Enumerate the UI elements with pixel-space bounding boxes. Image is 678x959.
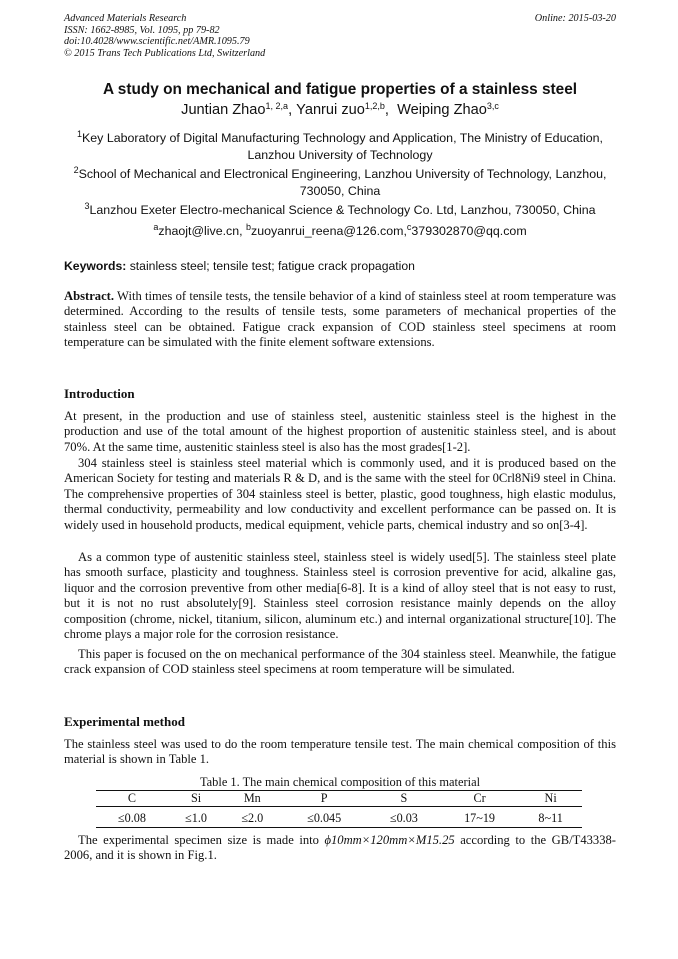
table-caption: Table 1. The main chemical composition of this material — [199, 775, 481, 789]
table-header-cell: Si — [168, 791, 224, 807]
specimen-dimension: ϕ10mm×120mm×M15.25 — [324, 833, 455, 847]
table-header-cell: Cr — [440, 791, 519, 807]
email-mark: c — [406, 222, 412, 233]
paper-title: A study on mechanical and fatigue properties of a stainless steel — [102, 81, 578, 98]
author-list: Juntian Zhao$^{1, 2,a}$, Yanrui zuo$^{1,2,b}$, Weiping Zhao$^{3,c}$ — [181, 101, 499, 118]
author-name: Yanrui zuo — [296, 102, 365, 118]
table-cell: ≤0.03 — [368, 807, 440, 828]
affiliation-3 — [64, 202, 616, 219]
keywords — [64, 258, 616, 274]
abstract — [64, 289, 616, 351]
doi-line: doi:10.4028/www.scientific.net/AMR.1095.79 — [64, 36, 250, 48]
table-cell: ≤0.08 — [96, 807, 168, 828]
specimen-text: according to the GB/T43338-2006, and it is shown in Fig.1. — [64, 833, 616, 863]
author-affiliation-mark: 3,c — [486, 101, 499, 112]
composition-table — [96, 790, 582, 828]
author-affiliation-mark: 1,2,b — [364, 101, 385, 112]
abstract-label: Abstract. — [64, 289, 115, 303]
affiliation-text: Key Laboratory of Digital Manufacturing Technology and Application, The Ministry of Education, Lanzhou University of Technology — [82, 131, 603, 162]
email-mark: b — [246, 222, 252, 233]
email-mark: a — [153, 222, 159, 233]
table-cell: ≤1.0 — [168, 807, 224, 828]
body-paragraph: As a common type of austenitic stainless steel, stainless steel is widely used[5]. The stainless steel plate has smooth surface, plasticity and toughness. Stainless steel is corrosion preventive for acid, alkaline gas, liquor and the corrosion preventive from other media[6-8]. It is a kind of alloy steel that is not easy to rust, but it is not no rust absolutely[9]. Stainless steel corrosion resistance mainly depends on the alloy composition (chrome, nickel, titanium, silicon, aluminum etc.) and internal organizational structure[10]. The chrome plays a major role for the corrosion resistance. — [64, 550, 616, 642]
body-paragraph — [64, 833, 616, 864]
table-header-row — [96, 791, 582, 807]
table-header-cell: Mn — [224, 791, 280, 807]
copyright-line: © 2015 Trans Tech Publications Ltd, Switzerland — [64, 47, 266, 59]
email-address: 379302870@qq.com — [411, 224, 527, 238]
affiliation-text: Lanzhou Exeter Electro-mechanical Science & Technology Co. Ltd, Lanzhou, 730050, China — [89, 203, 596, 217]
author-name: Weiping Zhao — [397, 102, 487, 118]
experimental-heading: Experimental method — [64, 714, 185, 729]
body-paragraph: 304 stainless steel is stainless steel material which is commonly used, and it is produced based on the American Society for testing and materials R & D, and is the same with the steel for 0Crl8Ni9 steel in China. The comprehensive properties of 304 stainless steel is better, plastic, good toughness, high elastic modulus, thermal conductivity, permeability and low conductivity and excellent performance can be passed on. It is widely used in household products, medical equipment, vehicle parts, chemical industry and so on[3-4]. — [64, 456, 616, 532]
body-paragraph: This paper is focused on the on mechanical performance of the 304 stainless steel. Meanwhile, the fatigue crack expansion of COD stainless steel specimens at room temperature will be simulated. — [64, 647, 616, 677]
online-date: Online: 2015-03-20 — [534, 13, 616, 24]
body-paragraph: At present, in the production and use of stainless steel, austenitic stainless steel is the highest in the production and use of the total amount of the highest proportion of austenitic stainless steel, and is about 70%. At the same time, austenitic stainless steel is also has the most grades[1-2]. — [64, 409, 616, 454]
body-paragraph: The stainless steel was used to do the room temperature tensile test. The main chemical composition of this material is shown in Table 1. — [64, 737, 616, 767]
abstract-text: With times of tensile tests, the tensile behavior of a kind of stainless steel at room temperature was determined. According to the results of tensile tests, some parameters of mechanical properties of the stainless steel can be obtained. Fatigue crack expansion of COD stainless steel specimens at room temperature can be simulated with the finite element software extensions. — [64, 289, 616, 350]
email-list — [64, 223, 616, 240]
table-header-cell: Ni — [519, 791, 582, 807]
affiliation-text: School of Mechanical and Electronical Engineering, Lanzhou University of Technology, Lanzhou, 730050, China — [78, 167, 607, 198]
issn-line: ISSN: 1662-8985, Vol. 1095, pp 79-82 — [64, 24, 220, 36]
publication-header — [64, 13, 616, 59]
author-affiliation-mark: 1, 2,a — [265, 101, 289, 112]
keywords-text: stainless steel; tensile test; fatigue crack propagation — [126, 259, 415, 273]
table-row — [96, 807, 582, 828]
table-cell: ≤0.045 — [280, 807, 368, 828]
table-cell: ≤2.0 — [224, 807, 280, 828]
table-header-cell: S — [368, 791, 440, 807]
table-header-cell: C — [96, 791, 168, 807]
email-address: zhaojt@live.cn, — [158, 224, 247, 238]
affiliation-mark: 2 — [73, 165, 79, 176]
affiliation-1 — [64, 130, 616, 163]
author-name: Juntian Zhao — [181, 102, 266, 118]
affiliation-2 — [64, 166, 616, 199]
email-address: zuoyanrui_reena@126.com, — [251, 224, 407, 238]
affiliation-mark: 3 — [84, 201, 90, 212]
keywords-label: Keywords: — [64, 259, 127, 273]
table-cell: 8~11 — [519, 807, 582, 828]
journal-name: Advanced Materials Research — [64, 13, 187, 24]
table-cell: 17~19 — [440, 807, 519, 828]
introduction-heading: Introduction — [64, 386, 135, 401]
table-header-cell: P — [280, 791, 368, 807]
specimen-text: The experimental specimen size is made into — [78, 833, 325, 847]
affiliation-mark: 1 — [77, 129, 83, 140]
